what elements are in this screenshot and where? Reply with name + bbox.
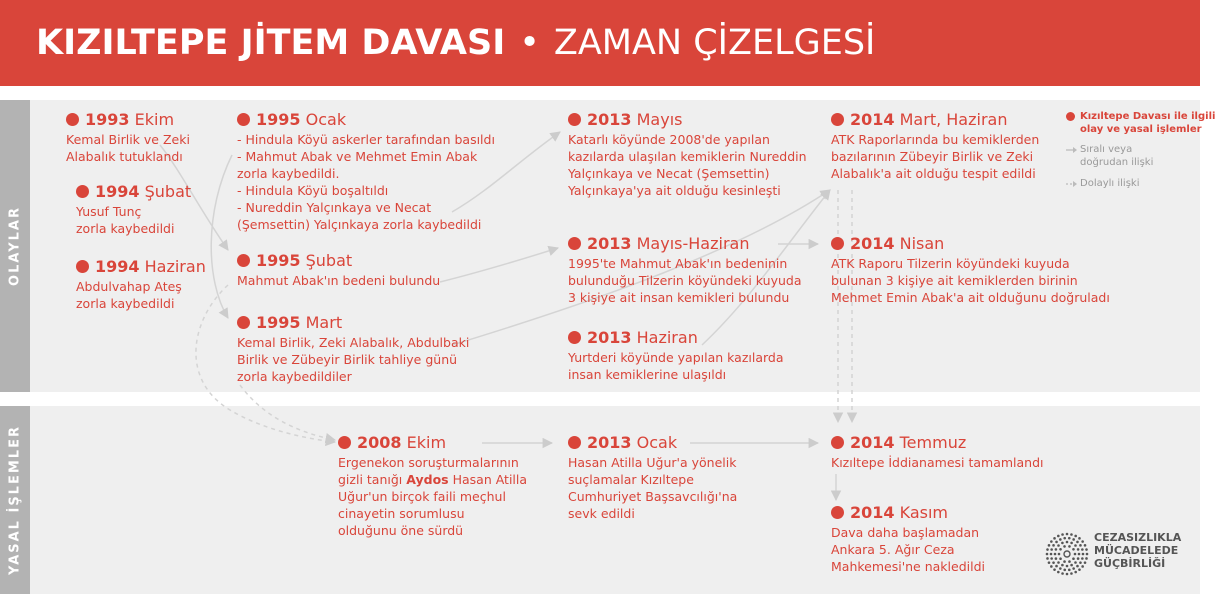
event-month: Haziran — [144, 257, 206, 276]
event-desc — [568, 255, 802, 306]
event-dot — [76, 185, 89, 198]
event-desc — [568, 454, 737, 522]
legend-line: Sıralı veya — [1080, 144, 1133, 155]
desc-line: zorla kaybedildi. — [237, 166, 340, 181]
legend-line: Kızıltepe Davası ile ilgili — [1080, 111, 1215, 122]
organization-logo-text — [1094, 531, 1181, 570]
dashed-arrow-icon — [1066, 180, 1078, 188]
event-header — [76, 181, 191, 203]
event-year: 2014 — [850, 433, 895, 452]
event-1994-haziran — [76, 256, 206, 312]
event-year: 2013 — [587, 328, 632, 347]
event-header — [237, 109, 495, 131]
desc-line: - Hindula Köyü boşaltıldı — [237, 183, 389, 198]
event-2013-haziran — [568, 327, 784, 383]
event-1995-subat — [237, 250, 440, 289]
legend-line: Dolaylı ilişki — [1080, 178, 1140, 189]
event-dot — [568, 436, 581, 449]
yasal-label: YASAL İŞLEMLER — [7, 425, 23, 575]
event-dot — [831, 506, 844, 519]
desc-line: insan kemiklerine ulaşıldı — [568, 367, 727, 382]
legend-text — [1080, 143, 1153, 169]
event-month: Şubat — [305, 251, 353, 270]
event-desc — [831, 524, 985, 575]
desc-line: - Mahmut Abak ve Mehmet Emin Abak — [237, 149, 478, 164]
event-2008-ekim — [338, 432, 527, 539]
event-month: Ocak — [305, 110, 347, 129]
desc-line: olduğunu öne sürdü — [338, 523, 464, 538]
event-2014-mart-haziran — [831, 109, 1039, 182]
desc-line: Abdulvahap Ateş — [76, 279, 182, 294]
event-2014-kasim — [831, 502, 985, 575]
event-header — [237, 312, 469, 334]
event-1995-ocak — [237, 109, 495, 233]
event-dot — [237, 254, 250, 267]
event-dot — [568, 237, 581, 250]
desc-line: suçlamalar Kızıltepe — [568, 472, 694, 487]
event-desc — [338, 454, 527, 539]
desc-line: Ankara 5. Ağır Ceza — [831, 542, 955, 557]
desc-line: Mehmet Emin Abak'a ait olduğunu doğruladı — [831, 290, 1110, 305]
event-1994-subat — [76, 181, 191, 237]
desc-line: Hasan Atilla Uğur'a yönelik — [568, 455, 737, 470]
event-dot — [338, 436, 351, 449]
event-month: Ocak — [636, 433, 678, 452]
event-1995-mart — [237, 312, 469, 385]
legend-line: doğrudan ilişki — [1080, 157, 1154, 168]
event-month: Ekim — [406, 433, 447, 452]
desc-line: bulunan 3 kişiye ait kemiklerden birinin — [831, 273, 1078, 288]
desc-line: Dava daha başlamadan — [831, 525, 980, 540]
event-dot — [568, 331, 581, 344]
logo-mark-icon — [1044, 526, 1090, 582]
event-header — [831, 432, 1044, 454]
event-year: 1994 — [95, 257, 140, 276]
desc-line: Kemal Birlik, Zeki Alabalık, Abdulbaki — [237, 335, 470, 350]
desc-line: 3 kişiye ait insan kemikleri bulundu — [568, 290, 790, 305]
desc-line: Yalçınkaya'ya ait olduğu kesinleşti — [568, 183, 781, 198]
desc-line: Alabalık'a ait olduğu tespit edildi — [831, 166, 1036, 181]
event-year: 1993 — [85, 110, 130, 129]
desc-line: Kemal Birlik ve Zeki — [66, 132, 190, 147]
desc-line: ATK Raporlarında bu kemiklerden — [831, 132, 1040, 147]
event-header — [568, 233, 802, 255]
event-dot — [66, 113, 79, 126]
desc-line: bulunduğu Tilzerin köyündeki kuyuda — [568, 273, 802, 288]
event-desc — [568, 349, 784, 383]
desc-line: Cumhuriyet Başsavcılığı'na — [568, 489, 738, 504]
event-month: Ekim — [134, 110, 175, 129]
event-desc — [76, 278, 206, 312]
event-desc — [237, 272, 440, 289]
event-year: 1994 — [95, 182, 140, 201]
desc-line: cinayetin sorumlusu — [338, 506, 465, 521]
desc-line: 1995'te Mahmut Abak'ın bedeninin — [568, 256, 788, 271]
event-header — [76, 256, 206, 278]
event-year: 2013 — [587, 110, 632, 129]
event-dot — [831, 237, 844, 250]
event-header — [66, 109, 190, 131]
event-dot — [76, 260, 89, 273]
olaylar-label: OLAYLAR — [7, 206, 23, 286]
event-header — [568, 432, 737, 454]
desc-line: Yusuf Tunç — [76, 204, 142, 219]
desc-line: Mahkemesi'ne nakledildi — [831, 559, 985, 574]
title-separator: • — [519, 23, 540, 63]
desc-line: Mahmut Abak'ın bedeni bulundu — [237, 273, 441, 288]
event-desc — [237, 334, 469, 385]
legend-dot-icon — [1066, 112, 1075, 121]
title-bold: KIZILTEPE JİTEM DAVASI — [36, 23, 506, 63]
event-year: 1995 — [256, 251, 301, 270]
event-month: Temmuz — [899, 433, 967, 452]
legend-line: olay ve yasal işlemler — [1080, 124, 1202, 135]
event-dot — [831, 113, 844, 126]
desc-line: - Hindula Köyü askerler tarafından basıldı — [237, 132, 495, 147]
event-month: Mayıs — [636, 110, 683, 129]
event-year: 2014 — [850, 234, 895, 253]
event-month: Kasım — [899, 503, 949, 522]
event-desc — [66, 131, 190, 165]
event-month: Mayıs-Haziran — [636, 234, 750, 253]
event-dot — [568, 113, 581, 126]
event-2013-mayis-haziran — [568, 233, 802, 306]
arrow-1995subat-to-2013mh — [440, 248, 558, 282]
desc-line: Birlik ve Zübeyir Birlik tahliye günü — [237, 352, 458, 367]
desc-text: Hasan Atilla — [452, 472, 528, 487]
event-header — [831, 233, 1110, 255]
event-header — [831, 502, 985, 524]
event-desc — [831, 131, 1039, 182]
desc-line: - Nureddin Yalçınkaya ve Necat — [237, 200, 432, 215]
desc-line: Alabalık tutuklandı — [66, 149, 183, 164]
event-year: 2008 — [357, 433, 402, 452]
event-2014-temmuz — [831, 432, 1044, 471]
event-header — [831, 109, 1039, 131]
desc-line: kazılarda ulaşılan kemiklerin Nureddin — [568, 149, 807, 164]
event-month: Şubat — [144, 182, 192, 201]
desc-line: bazılarının Zübeyir Birlik ve Zeki — [831, 149, 1034, 164]
event-dot — [237, 113, 250, 126]
desc-line: ATK Raporu Tilzerin köyündeki kuyuda — [831, 256, 1070, 271]
desc-line: zorla kaybedildi — [76, 221, 175, 236]
event-dot — [831, 436, 844, 449]
desc-text: gizli tanığı — [338, 472, 403, 487]
desc-line: zorla kaybedildi — [76, 296, 175, 311]
event-desc — [237, 131, 495, 233]
event-month: Mart — [305, 313, 343, 332]
title-light: ZAMAN ÇİZELGESİ — [553, 23, 876, 63]
event-2014-nisan — [831, 233, 1110, 306]
event-desc — [76, 203, 191, 237]
desc-line — [338, 471, 527, 488]
event-header — [568, 109, 807, 131]
event-month: Haziran — [636, 328, 698, 347]
event-year: 1995 — [256, 313, 301, 332]
logo-line: CEZASIZLIKLA — [1094, 531, 1182, 544]
desc-line: Yalçınkaya ve Necat (Şemsettin) — [568, 166, 770, 181]
event-year: 2014 — [850, 110, 895, 129]
desc-line: Ergenekon soruşturmalarının — [338, 455, 519, 470]
legend-text — [1080, 110, 1215, 136]
event-1993-ekim — [66, 109, 190, 165]
arrow-1995ocak-to-1995mart — [211, 155, 232, 318]
dashed-arrow-1995mart-to-2008 — [240, 385, 335, 440]
event-month: Nisan — [899, 234, 945, 253]
desc-line: Kızıltepe İddianamesi tamamlandı — [831, 455, 1044, 470]
event-desc — [831, 454, 1044, 471]
event-year: 2014 — [850, 503, 895, 522]
event-desc — [831, 255, 1110, 306]
event-dot — [237, 316, 250, 329]
event-desc — [568, 131, 807, 199]
event-header — [568, 327, 784, 349]
solid-arrow-icon — [1066, 146, 1078, 154]
event-year: 1995 — [256, 110, 301, 129]
desc-line: (Şemsettin) Yalçınkaya zorla kaybedildi — [237, 217, 482, 232]
desc-line: zorla kaybedildiler — [237, 369, 352, 384]
logo-line: MÜCADELEDE — [1094, 544, 1179, 557]
event-2013-mayis — [568, 109, 807, 199]
desc-bold-name: Aydos — [406, 472, 449, 487]
event-year: 2013 — [587, 433, 632, 452]
logo-line: GÜÇBİRLİĞİ — [1094, 557, 1166, 570]
legend-text — [1080, 177, 1140, 190]
event-2013-ocak — [568, 432, 737, 522]
event-month: Mart, Haziran — [899, 110, 1008, 129]
desc-line: sevk edildi — [568, 506, 635, 521]
event-header — [237, 250, 440, 272]
desc-line: Uğur'un birçok faili meçhul — [338, 489, 506, 504]
event-header — [338, 432, 527, 454]
event-year: 2013 — [587, 234, 632, 253]
desc-line: Yurtderi köyünde yapılan kazılarda — [568, 350, 784, 365]
desc-line: Katarlı köyünde 2008'de yapılan — [568, 132, 770, 147]
